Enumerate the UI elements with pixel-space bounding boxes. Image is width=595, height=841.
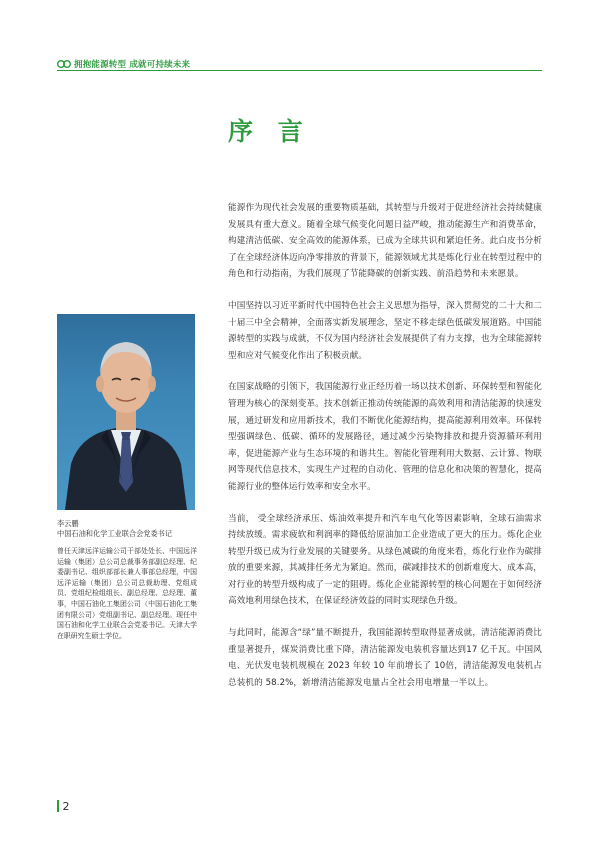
leaf-circles-icon [57, 60, 71, 68]
preface-body [228, 200, 542, 706]
paragraph: 中国坚持以习近平新时代中国特色社会主义思想为指导，深入贯彻党的二十大和二十届三中全会精神，全面落实新发展理念，坚定不移走绿色低碳发展道路。中国能源转型的实践与成就，不仅为国内经济社会发展提供了有力支撑，也为全球能源转型和应对气候变化作出了积极贡献。 [228, 300, 542, 361]
portrait-illustration [57, 314, 195, 510]
page-number [57, 799, 70, 813]
paragraph: 能源作为现代社会发展的重要物质基础，其转型与升级对于促进经济社会持续健康发展具有重大意义。随着全球气候变化问题日益严峻，推动能源生产和消费革命，构建清洁低碳、安全高效的能源体系，已成为全球共识和紧迫任务。此白皮书分析了在全球经济体迈向净零排放的背景下，能源领域尤其是炼化行业在转型过程中的角色和行动指南，为我们展现了节能降碳的创新实践、前沿趋势和未来愿景。 [228, 203, 542, 280]
page-title: 序 言 [228, 117, 311, 146]
header-divider [57, 70, 542, 71]
paragraph: 在国家战略的引领下，我国能源行业正经历着一场以技术创新、环保转型和智能化管理为核心的深刻变革。技术创新正推动传统能源的高效利用和清洁能源的快速发展，通过研发和应用新技术，我们不断优化能源结构，提高能源利用效率。环保转型强调绿色、低碳、循环的发展路径，通过减少污染物排放和提升资源循环利用率，促进能源产业与生态环境的和谐共生。智能化管理利用大数据、云计算、物联网等现代信息技术，实现生产过程的自动化、管理的信息化和决策的智慧化，提高能源行业的整体运行效率和安全水平。 [228, 382, 542, 492]
header-title: 拥抱能源转型 成就可持续未来 [74, 60, 191, 70]
paragraph: 与此同时，能源含“绿”量不断提升，我国能源转型取得显著成就，清洁能源消费比重显著提升，煤炭消费比重下降，清洁能源发电装机容量达到17 亿千瓦。中国风电、光伏发电装机规模在 2023 年较 10 年前增长了 10倍，清洁能源发电装机占总装机的 58.2%，新增清洁能源发电量占全社会用电增量一半以上。 [228, 628, 542, 688]
page-number-text: 2 [62, 799, 70, 813]
author-portrait [57, 314, 195, 510]
author-bio: 曾任天津远洋运输公司干部处处长、中国远洋运输（集团）总公司总裁事务部副总经理、纪委副书记、组织部部长兼人事部总经理，中国远洋运输（集团）总公司总裁助理、党组成员、党组纪检组组长、副总经理、总经理、董事，中国石油化工集团公司（中国石油化工集团有限公司）党组副书记、副总经理。现任中国石油和化学工业联合会党委书记。天津大学在职研究生硕士学位。 [57, 547, 197, 640]
paragraph: 当前， 受全球经济承压、炼油效率提升和汽车电气化等因素影响，全球石油需求持续放缓。需求疲软和利润率的降低给原油加工企业造成了更大的压力。炼化企业转型升级已成为行业发展的关键要务。从绿色减碳的角度来看，炼化行业作为碳排放的重要来源，其减排任务尤为紧迫。然而，碳减排技术的创新难度大、成本高，对行业的转型升级构成了一定的阻碍。炼化企业能源转型的核心问题在于如何经济高效地利用绿色技术，在保证经济效益的同时实现绿色升级。 [228, 513, 542, 607]
author-name: 李云鹏 [57, 519, 79, 528]
page-number-bar [57, 800, 59, 812]
author-title: 中国石油和化学工业联合会党委书记 [57, 529, 173, 538]
